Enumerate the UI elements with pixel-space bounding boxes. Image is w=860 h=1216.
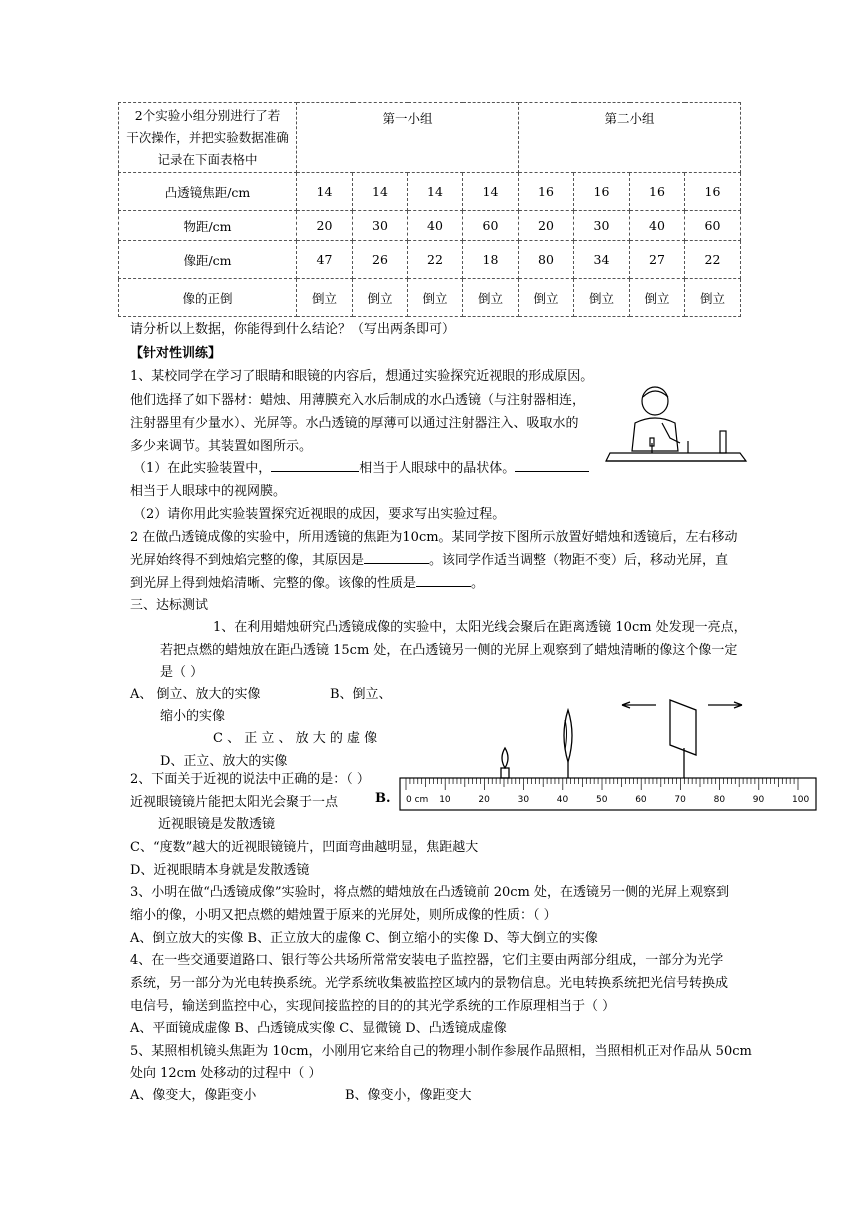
ruler-label: 90 (752, 795, 765, 805)
ruler-label: 0 cm (406, 795, 429, 805)
ruler (400, 778, 816, 810)
t1-q1 (133, 457, 589, 476)
q2-option-d: D、近视眼睛本身就是发散透镜 (130, 863, 310, 878)
q4-line: 电信号，输送到监控中心，实现间接监控的目的的其光学系统的工作原理相当于（ ） (130, 999, 616, 1014)
table-cell: 14 (297, 173, 353, 211)
table-cell: 14 (463, 173, 519, 211)
t2-line-b: 。 (471, 576, 485, 591)
experiment-data-table (118, 102, 741, 317)
table-cell: 16 (630, 173, 685, 211)
table-row (119, 241, 741, 279)
q1-option-a: A、 倒立、放大的实像 (130, 687, 261, 702)
group1-header: 第一小组 (297, 103, 519, 173)
ruler-label: 100 (792, 795, 810, 805)
t2-line: 2 在做凸透镜成像的实验中，所用透镜的焦距为10cm。某同学按下图所示放置好蜡烛和透镜后，左右移动 (130, 530, 738, 545)
q3-line: 3、小明在做“凸透镜成像”实验时，将点燃的蜡烛放在凸透镜前 20cm 处，在透镜另一侧的光屏上观察到 (130, 885, 729, 900)
q2-option-a: 近视眼镜镜片能把太阳光会聚于一点 (130, 795, 339, 810)
t1-line: 他们选择了如下器材：蜡烛、用薄膜充入水后制成的水凸透镜（与注射器相连， (130, 393, 586, 408)
ruler-label: 60 (635, 795, 647, 805)
table-cell: 30 (574, 211, 630, 241)
q1-line: 是（ ） (160, 665, 204, 680)
q5-line: 处向 12cm 处移动的过程中（ ） (130, 1066, 322, 1081)
ruler-label: 70 (674, 795, 686, 805)
q4-line: 4、在一些交通要道路口、银行等公共场所常常安装电子监控器，它们主要由两部分组成，一部分为光学 (130, 953, 724, 968)
ruler-label: 30 (517, 795, 530, 805)
table-cell: 倒立 (519, 279, 574, 317)
row-label: 像的正倒 (119, 279, 297, 317)
ruler-label: 20 (478, 795, 490, 805)
table-cell: 倒立 (408, 279, 463, 317)
q3-line: 缩小的像，小明又把点燃的蜡烛置于原来的光屏处，则所成像的性质：（ ） (130, 908, 557, 923)
ruler-label: 80 (713, 795, 726, 805)
table-cell: 16 (574, 173, 630, 211)
lens (564, 710, 572, 762)
q4-line: 系统，另一部分为光电转换系统。光学系统收集被监控区域内的景物信息。光电转换系统把光信号转换成 (130, 976, 729, 991)
light-screen (670, 700, 696, 755)
table-cell: 14 (408, 173, 463, 211)
table-row (119, 279, 741, 317)
q2-option-c: C、“度数”越大的近视眼镜镜片，凹面弯曲越明显，焦距越大 (130, 840, 479, 855)
q5-option-a: A、像变大，像距变小 (130, 1088, 257, 1103)
t1-q1a: （1）在此实验装置中， (133, 461, 272, 476)
experiment-figure (600, 383, 750, 475)
table-intro-line: 2个实验小组分别进行了若 (134, 107, 281, 123)
ruler-label: 10 (439, 795, 451, 805)
table-cell: 60 (463, 211, 519, 241)
q1-line: 若把点燃的蜡烛放在距凸透镜 15cm 处，在凸透镜另一侧的光屏上观察到了蜡烛清晰的像这个像一定 (160, 643, 738, 658)
table-cell: 22 (685, 241, 741, 279)
t1-q1b: 相当于人眼球中的晶状体。 (359, 461, 516, 476)
table-cell: 倒立 (297, 279, 353, 317)
q2-option-b: 近视眼镜是发散透镜 (158, 817, 276, 832)
table-intro-line: 干次操作，并把实验数据准确 (126, 129, 289, 145)
training-heading: 【针对性训练】 (130, 346, 222, 361)
table-cell: 倒立 (353, 279, 408, 317)
answer-blank[interactable] (416, 586, 471, 587)
q1-option-c: C 、 正 立 、 放 大 的 虚 像 (213, 731, 378, 746)
ruler-label: 40 (556, 795, 569, 805)
table-cell: 20 (297, 211, 353, 241)
table-row (119, 211, 741, 241)
optical-bench-figure (398, 690, 818, 815)
table-cell: 22 (408, 241, 463, 279)
table-cell: 20 (519, 211, 574, 241)
q1-option-b: B、倒立、 (330, 687, 392, 702)
table-intro-cell (119, 103, 297, 173)
row-label: 物距/cm (119, 211, 297, 241)
table-cell: 14 (353, 173, 408, 211)
row-label: 凸透镜焦距/cm (119, 173, 297, 211)
group2-header: 第二小组 (519, 103, 741, 173)
row-label: 像距/cm (119, 241, 297, 279)
q2-stem: 2、下面关于近视的说法中正确的是：（ ） (130, 772, 370, 787)
table-cell: 倒立 (463, 279, 519, 317)
t1-line: 注射器里有少量水）、光屏等。水凸透镜的厚薄可以通过注射器注入、吸取水的 (130, 416, 579, 431)
ruler-frame (400, 778, 816, 810)
t1-line: 1、某校同学在学习了眼睛和眼镜的内容后，想通过实验探究近视眼的形成原因。 (130, 369, 594, 384)
q1-option-b-cont: 缩小的实像 (160, 709, 226, 724)
candle (501, 768, 509, 778)
q1-option-d: D、正立、放大的实像 (160, 754, 288, 769)
flame-icon (502, 748, 508, 768)
t2-line-b: 。该同学作适当调整（物距不变）后，移动光屏，直 (429, 553, 729, 568)
table-cell: 倒立 (685, 279, 741, 317)
t1-q2: （2）请你用此实验装置探究近视眼的成因，要求写出实验过程。 (133, 507, 506, 522)
q1-line: 1、在利用蜡烛研究凸透镜成像的实验中，太阳光线会聚后在距离透镜 10cm 处发现一亮点， (213, 620, 747, 635)
table-cell: 34 (574, 241, 630, 279)
analysis-prompt: 请分析以上数据，你能得到什么结论？（写出两条即可） (130, 322, 456, 337)
q2-option-b-label: B. (375, 791, 391, 806)
table-cell: 16 (685, 173, 741, 211)
q4-options: A、平面镜成虚像 B、凸透镜成实像 C、显微镜 D、凸透镜成虚像 (130, 1021, 507, 1036)
table-cell: 倒立 (630, 279, 685, 317)
table-cell: 40 (408, 211, 463, 241)
t1-line: 多少来调节。其装置如图所示。 (130, 439, 313, 454)
table-cell: 26 (353, 241, 408, 279)
table-cell: 40 (630, 211, 685, 241)
q5-option-b: B、像变小，像距变大 (345, 1088, 472, 1103)
table-cell: 60 (685, 211, 741, 241)
t1-q1c: 相当于人眼球中的视网膜。 (130, 484, 287, 499)
table-cell: 47 (297, 241, 353, 279)
t2-line-a: 到光屏上得到烛焰清晰、完整的像。该像的性质是 (130, 576, 417, 591)
section-heading: 三、达标测试 (130, 598, 209, 613)
table-cell: 16 (519, 173, 574, 211)
t2-line (130, 572, 484, 591)
answer-blank[interactable] (271, 471, 359, 472)
answer-blank[interactable] (364, 563, 429, 564)
q3-options: A、倒立放大的实像 B、正立放大的虚像 C、倒立缩小的实像 D、等大倒立的实像 (130, 931, 598, 946)
table-cell: 倒立 (574, 279, 630, 317)
table-cell: 18 (463, 241, 519, 279)
answer-blank[interactable] (515, 471, 589, 472)
table-row (119, 173, 741, 211)
t2-line (130, 549, 728, 568)
table-cell: 80 (519, 241, 574, 279)
q5-line: 5、某照相机镜头焦距为 10cm，小刚用它来给自己的物理小制作参展作品照相，当照相机正对作品从 50cm (130, 1044, 752, 1059)
ruler-label: 50 (596, 795, 608, 805)
table-cell: 27 (630, 241, 685, 279)
t2-line-a: 光屏始终得不到烛焰完整的像，其原因是 (130, 553, 365, 568)
table-intro-line: 记录在下面表格中 (157, 151, 258, 167)
table-cell: 30 (353, 211, 408, 241)
